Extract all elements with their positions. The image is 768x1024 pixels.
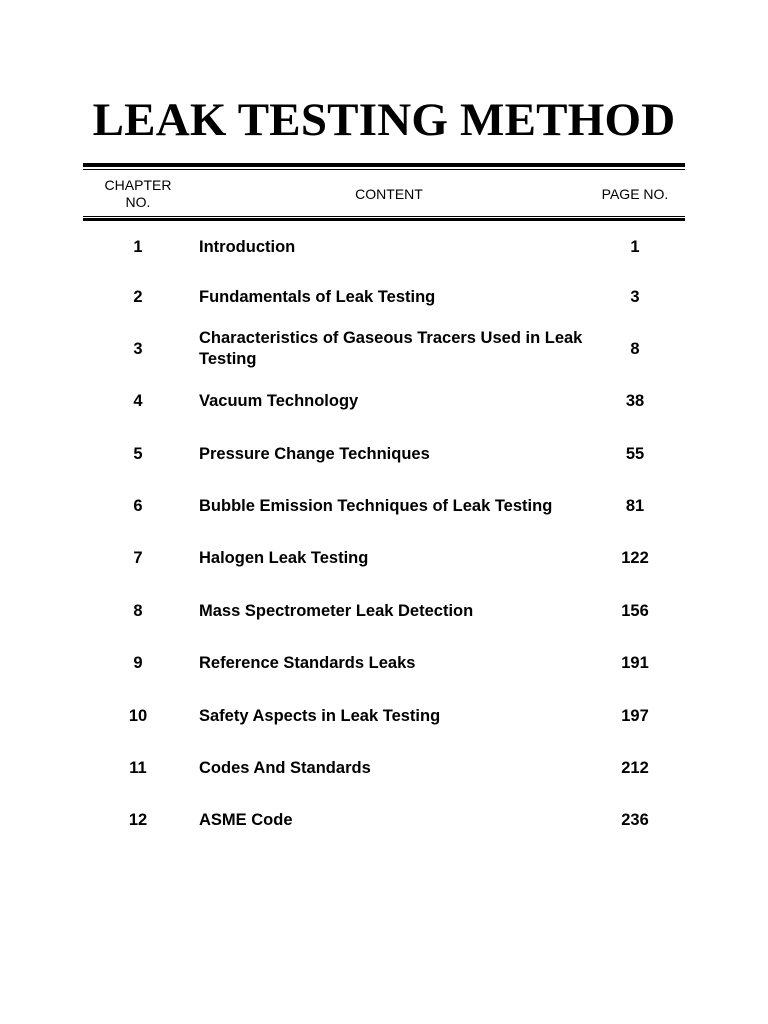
page-number: 236 <box>621 810 649 829</box>
chapter-number: 6 <box>133 496 143 515</box>
page-number: 8 <box>630 339 640 358</box>
chapter-title: Safety Aspects in Leak Testing <box>199 706 441 725</box>
chapter-number: 10 <box>128 706 148 725</box>
page-number: 156 <box>621 601 649 620</box>
toc-row <box>83 641 685 685</box>
page-title: LEAK TESTING METHOD <box>92 94 676 146</box>
page-number: 3 <box>630 287 640 306</box>
chapter-header-text <box>105 177 172 211</box>
toc-row <box>83 484 685 528</box>
chapter-number: 1 <box>133 237 143 256</box>
header-bottom-rule <box>83 218 685 221</box>
header-top-rule-thin <box>83 169 685 170</box>
chapter-header-line2: NO. <box>125 194 151 210</box>
chapter-number: 11 <box>129 758 147 777</box>
chapter-number: 8 <box>133 601 143 620</box>
chapter-title: Codes And Standards <box>199 758 371 777</box>
chapter-title: Halogen Leak Testing <box>199 548 369 567</box>
chapter-title: Bubble Emission Techniques of Leak Testing <box>199 496 553 515</box>
header-bottom-rule-thin <box>83 216 685 217</box>
toc-row <box>83 432 685 476</box>
toc-row <box>83 327 685 371</box>
chapter-title: Mass Spectrometer Leak Detection <box>199 601 474 620</box>
page-number: 81 <box>625 496 645 515</box>
toc-row <box>83 225 685 269</box>
chapter-title: Reference Standards Leaks <box>199 653 416 672</box>
page-number: 122 <box>621 548 649 567</box>
toc-header <box>83 172 685 216</box>
page-number: 197 <box>621 706 649 725</box>
toc-row <box>83 379 685 423</box>
chapter-header-line1: CHAPTER <box>104 177 172 193</box>
page-number: 191 <box>621 653 649 672</box>
toc-row <box>83 536 685 580</box>
chapter-number: 7 <box>133 548 143 567</box>
chapter-title: ASME Code <box>199 810 293 829</box>
chapter-title: Introduction <box>199 237 296 256</box>
chapter-title: Pressure Change Techniques <box>199 444 430 463</box>
toc-row <box>83 694 685 738</box>
content-column-header: CONTENT <box>355 185 423 202</box>
page-number: 38 <box>625 391 645 410</box>
chapter-number: 12 <box>128 810 148 829</box>
chapter-title: Characteristics of Gaseous Tracers Used in Leak Testing <box>199 329 583 368</box>
chapter-title: Vacuum Technology <box>199 391 359 410</box>
chapter-number: 5 <box>133 444 143 463</box>
toc-row <box>83 746 685 790</box>
chapter-number: 3 <box>133 339 143 358</box>
header-top-rule <box>83 163 685 167</box>
page-number: 212 <box>621 758 649 777</box>
chapter-number: 2 <box>133 287 143 306</box>
page-number: 1 <box>630 237 640 256</box>
toc-row <box>83 589 685 633</box>
chapter-number: 9 <box>133 653 143 672</box>
page-column-header: PAGE NO. <box>601 185 669 202</box>
toc-row <box>83 798 685 842</box>
chapter-title: Fundamentals of Leak Testing <box>199 287 436 306</box>
chapter-number: 4 <box>133 391 143 410</box>
toc-row <box>83 275 685 319</box>
page-number: 55 <box>625 444 645 463</box>
chapter-column-header <box>83 172 193 216</box>
